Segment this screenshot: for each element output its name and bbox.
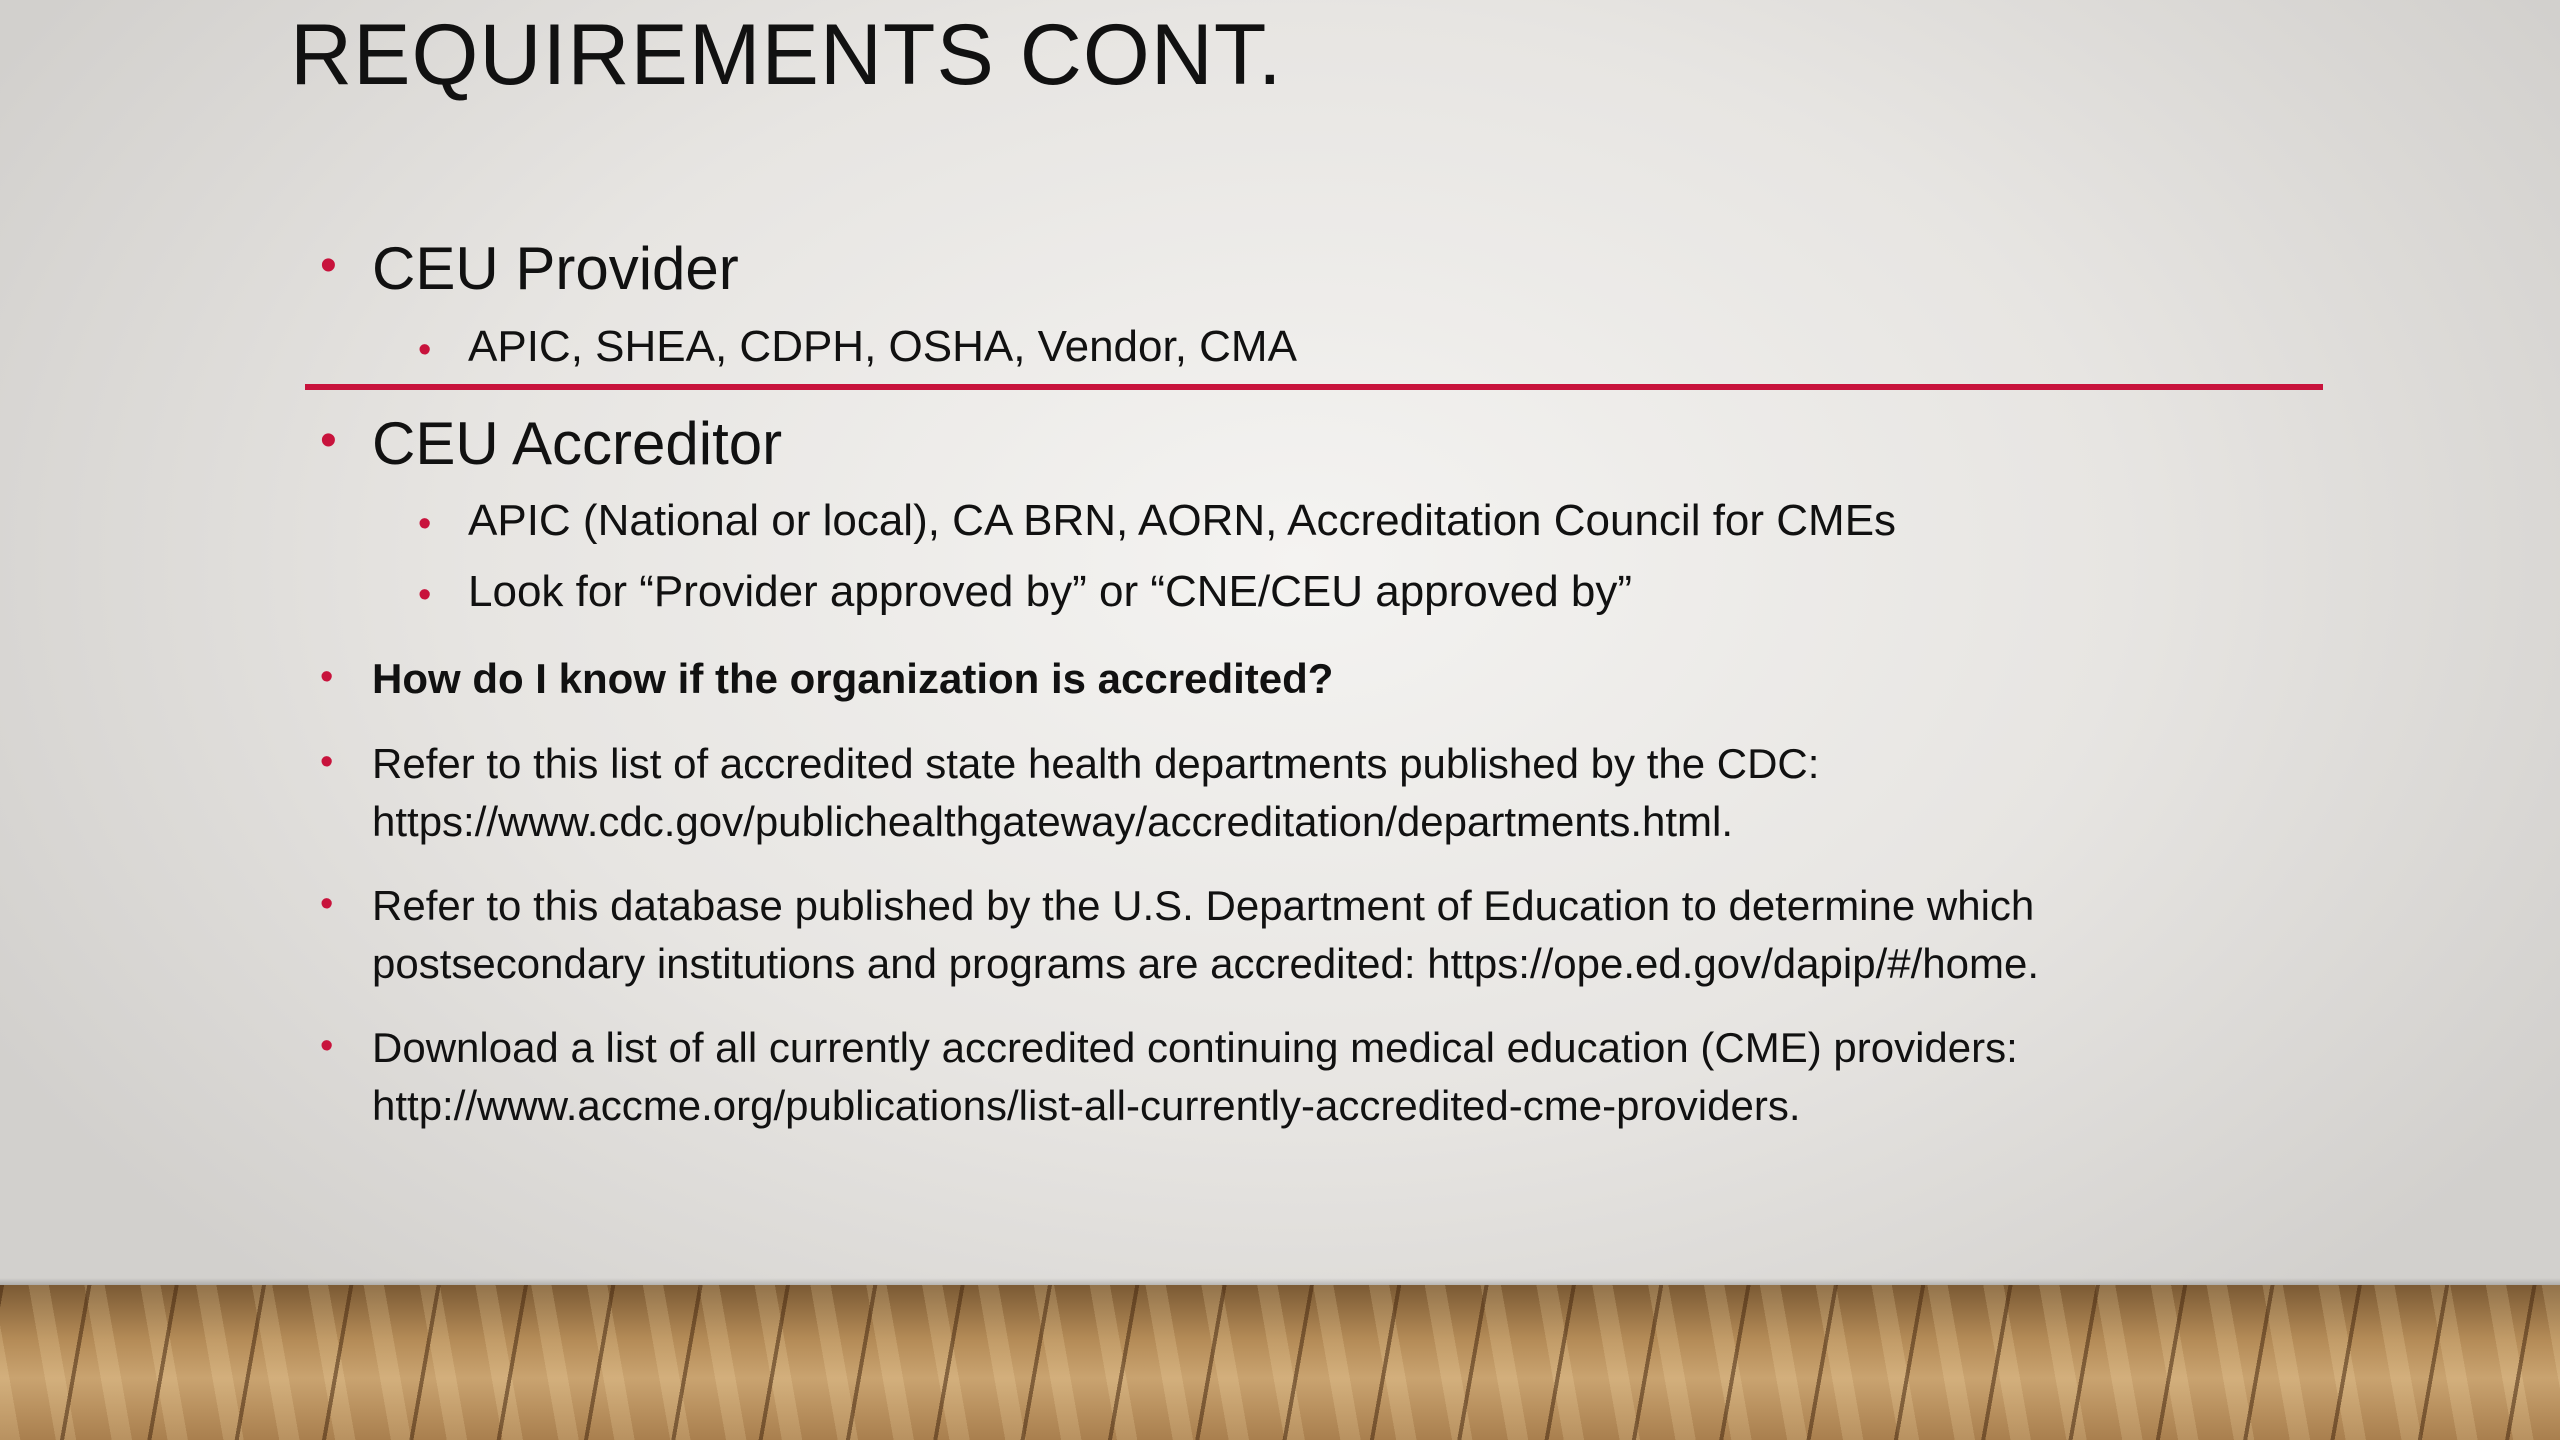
bullet-marker: • (418, 329, 432, 371)
slide-title: REQUIREMENTS CONT. (290, 7, 1283, 103)
bullet-marker: • (320, 239, 337, 292)
subbullet-accreditor-list: APIC (National or local), CA BRN, AORN, Accreditation Council for CMEs (468, 496, 1897, 545)
cdc-url: https://www.cdc.gov/publichealthgateway/accreditation/departments.html. (372, 798, 1734, 845)
bullet-ceu-accreditor: CEU Accreditor (372, 410, 783, 477)
bullet-marker: • (320, 1025, 334, 1067)
wood-floor-decoration (0, 1285, 2560, 1440)
bullet-accme-reference-line1: Download a list of all currently accredited continuing medical education (CME) providers: (372, 1024, 2018, 1071)
bullet-marker: • (418, 574, 432, 616)
bullet-education-reference (372, 877, 2039, 993)
bullet-cdc-reference-line1: Refer to this list of accredited state health departments published by the CDC: (372, 740, 1820, 787)
bullet-marker: • (320, 883, 334, 925)
bullet-marker: • (320, 656, 334, 698)
bullet-marker: • (320, 414, 337, 467)
education-reference-line2: postsecondary institutions and programs are accredited: https://ope.ed.gov/dapip/#/home. (372, 940, 2039, 987)
section-divider (305, 384, 2323, 390)
bullet-cdc-reference (372, 735, 1819, 851)
bullet-ceu-provider: CEU Provider (372, 235, 739, 302)
bullet-marker: • (320, 741, 334, 783)
bullet-accme-reference (372, 1019, 2018, 1135)
bullet-education-reference-line1: Refer to this database published by the U.S. Department of Education to determine which (372, 882, 2035, 929)
subbullet-provider-list: APIC, SHEA, CDPH, OSHA, Vendor, CMA (468, 322, 1297, 371)
subbullet-look-for: Look for “Provider approved by” or “CNE/CEU approved by” (468, 567, 1633, 616)
bullet-accreditation-question: How do I know if the organization is accredited? (372, 655, 1334, 702)
bullet-marker: • (418, 503, 432, 545)
accme-url: http://www.accme.org/publications/list-all-currently-accredited-cme-providers. (372, 1082, 1801, 1129)
